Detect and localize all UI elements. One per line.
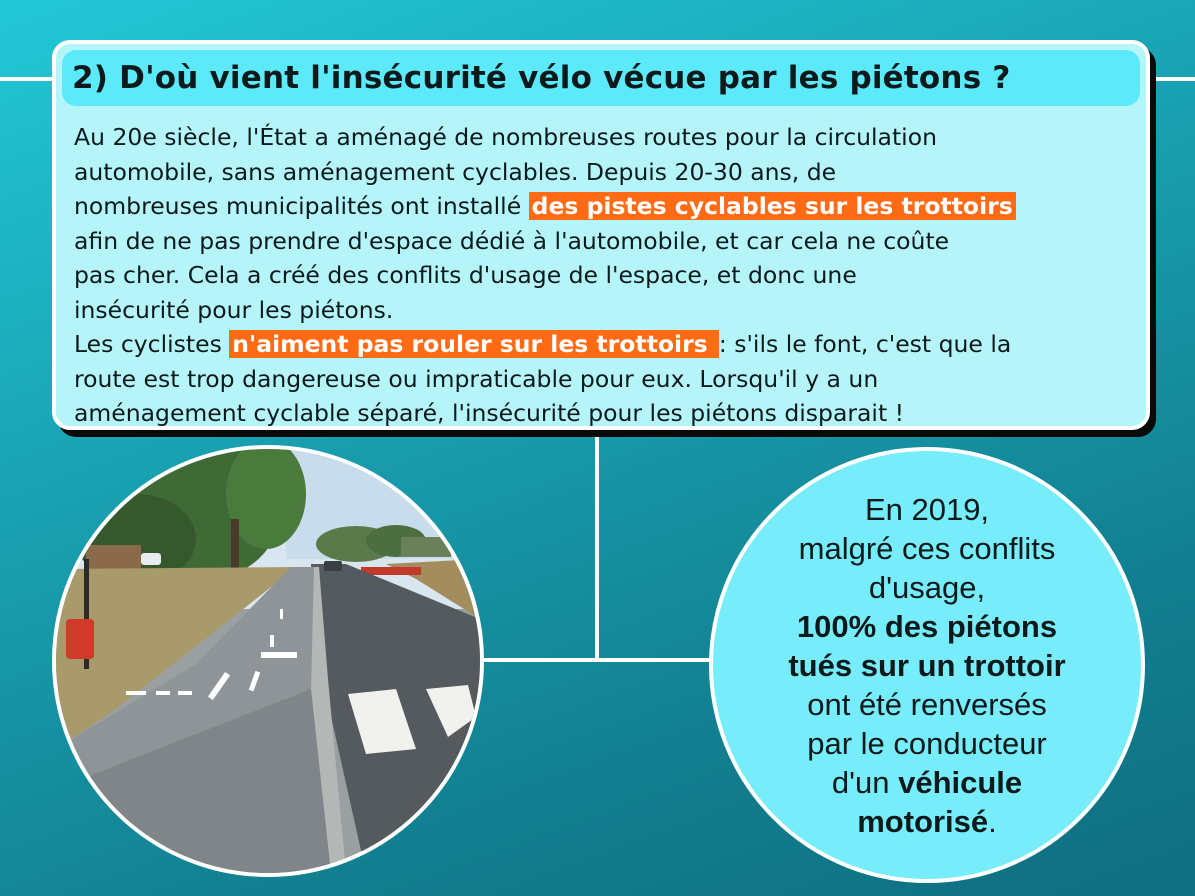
paragraph-line: Au 20e siècle, l'État a aménagé de nombreuses routes pour la circulation xyxy=(74,123,937,151)
connector-line-vertical xyxy=(595,424,599,662)
paragraph-line: route est trop dangereuse ou impraticable pour eux. Lorsqu'il y a un xyxy=(74,364,879,393)
highlight-cyclists-dislike-sidewalks: n'aiment pas rouler sur les trottoirs xyxy=(229,330,719,358)
fact-line xyxy=(832,763,1022,802)
text-segment: d'un xyxy=(831,764,899,800)
text-segment: Les cyclistes xyxy=(74,330,230,358)
fact-line xyxy=(857,802,997,841)
text-segment-bold: motorisé xyxy=(857,803,989,839)
paragraph-line: afin de ne pas prendre d'espace dédié à l'automobile, et car cela ne coûte xyxy=(74,226,950,255)
paragraph-line: aménagement cyclable séparé, l'insécurité pour les piétons disparait ! xyxy=(74,399,905,427)
paragraph-line: automobile, sans aménagement cyclables. Depuis 20-30 ans, de xyxy=(74,157,837,186)
info-card xyxy=(52,40,1150,430)
text-segment: nombreuses municipalités ont installé xyxy=(74,192,529,220)
paragraph-line xyxy=(74,189,1138,224)
page-title: 2) D'où vient l'insécurité vélo vécue par les piétons ? xyxy=(72,60,1011,96)
text-segment-bold: véhicule xyxy=(898,764,1023,800)
fact-line: par le conducteur xyxy=(807,725,1047,761)
explanation-paragraph xyxy=(74,120,1138,431)
fact-line: d'usage, xyxy=(868,569,986,605)
text-segment: : s'ils le font, c'est que la xyxy=(718,330,1012,358)
fact-line: ont été renversés xyxy=(807,686,1047,722)
fact-line-bold: 100% des piétons xyxy=(796,608,1058,644)
paragraph-line: insécurité pour les piétons. xyxy=(74,295,394,324)
street-photo-illustration xyxy=(56,449,480,873)
fact-line-bold: tués sur un trottoir xyxy=(788,647,1066,683)
fact-circle xyxy=(709,447,1145,883)
connector-line-horizontal xyxy=(480,658,714,662)
paragraph-line xyxy=(74,327,1138,362)
street-photo xyxy=(52,445,484,877)
fact-line: En 2019, xyxy=(864,491,990,527)
paragraph-line: pas cher. Cela a créé des conflits d'usage de l'espace, et donc une xyxy=(74,261,857,289)
title-bar xyxy=(62,50,1140,106)
fact-line: malgré ces conflits xyxy=(798,530,1056,566)
connector-line-left xyxy=(0,77,60,81)
highlight-sidewalk-bike-lanes: des pistes cyclables sur les trottoirs xyxy=(529,192,1016,220)
text-segment: . xyxy=(988,803,997,839)
